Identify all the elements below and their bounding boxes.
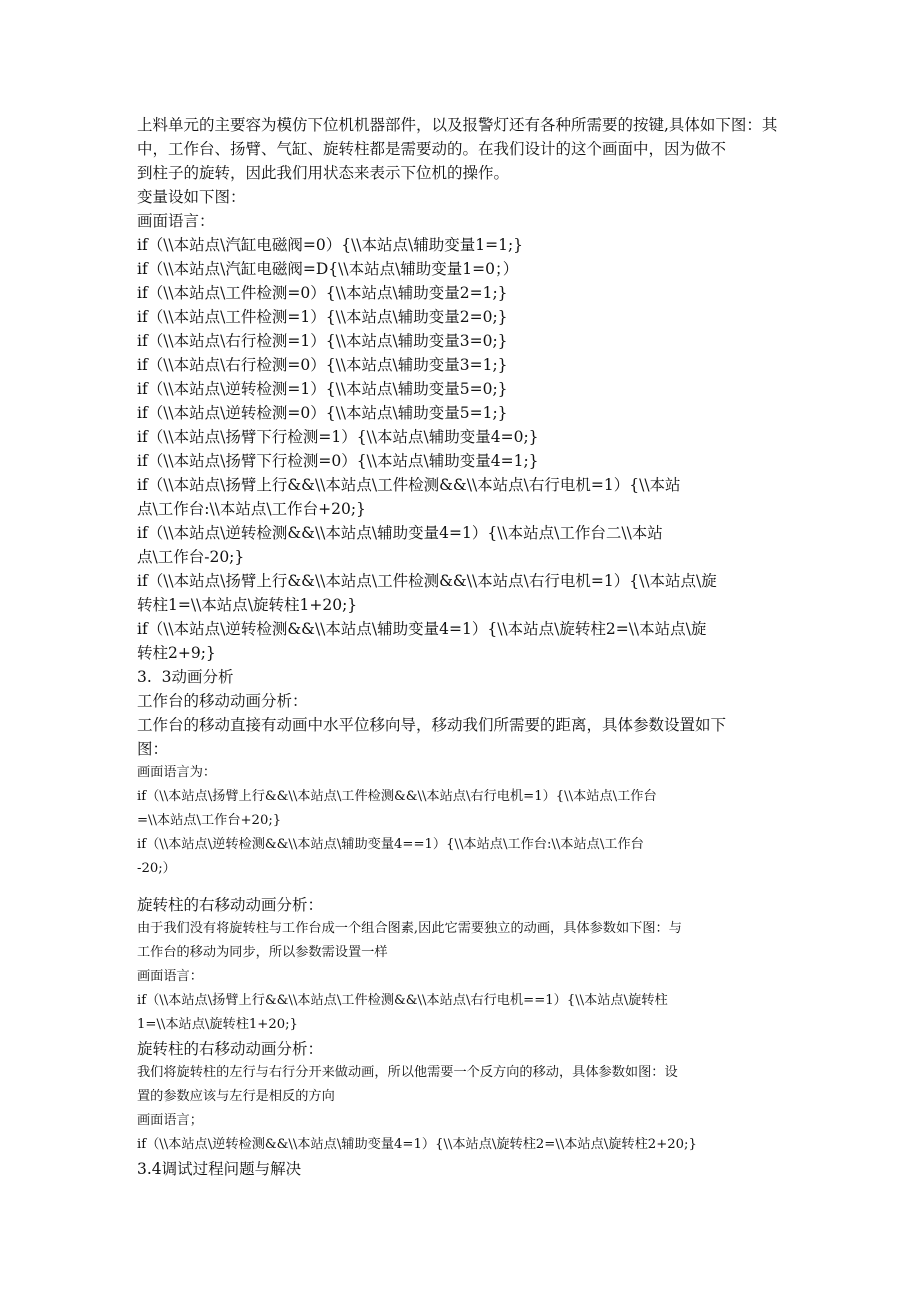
code-line: if（\\本站点\扬臂上行&&\\本站点\工件检测&&\\本站点\右行电机=1）{\\本站点\工作台 xyxy=(137,789,657,804)
code-line: if（\\本站点\逆转检测&&\\本站点\辅助变量4=1）{\\本站点\工作台二\\本站 xyxy=(137,524,663,542)
code-line: 转柱2+9;} xyxy=(137,644,216,662)
rotor-right-script-label: 画面语言： xyxy=(137,969,203,984)
rotor-right-desc-line: 工作台的移动为同步，所以参数需设置一样 xyxy=(137,945,388,960)
code-line: if（\\本站点\扬臂上行&&\\本站点\工件检测&&\\本站点\右行电机==1）{\\本站点\旋转柱 xyxy=(137,993,668,1008)
section-3-3-title: 3. 3动画分析 xyxy=(137,668,234,686)
table-move-script-label: 画面语言为： xyxy=(137,765,217,780)
code-line: if（\\本站点\逆转检测&&\\本站点\辅助变量4=1）{\\本站点\旋转柱2=\\本站点\旋转柱2+20;} xyxy=(137,1137,697,1152)
code-line: -20;） xyxy=(137,861,176,876)
intro-line: 上料单元的主要容为模仿下位机机器部件，以及报警灯还有各种所需要的按键,具体如下图：其 xyxy=(137,116,778,134)
code-line: 点\工作台:\\本站点\工作台+20;} xyxy=(137,500,366,518)
code-line: if（\\本站点\工件检测=1）{\\本站点\辅助变量2=0;} xyxy=(137,308,508,326)
rotor-right-heading: 旋转柱的右移动动画分析： xyxy=(137,896,324,914)
code-line: if（\\本站点\右行检测=1）{\\本站点\辅助变量3=0;} xyxy=(137,332,508,350)
intro-line: 到柱子的旋转，因此我们用状态来表示下位机的操作。 xyxy=(137,164,510,182)
code-line: 点\工作台-20;} xyxy=(137,548,245,566)
rotor-left-desc-line: 置的参数应该与左行是相反的方向 xyxy=(137,1089,335,1104)
code-line: 转柱1=\\本站点\旋转柱1+20;} xyxy=(137,596,358,614)
code-line: if（\\本站点\扬臂上行&&\\本站点\工件检测&&\\本站点\右行电机=1）{\\本站 xyxy=(137,476,681,494)
rotor-right-desc-line: 由于我们没有将旋转柱与工作台成一个组合图素,因此它需要独立的动画，具体参数如下图：与 xyxy=(137,921,682,936)
code-line: if（\\本站点\逆转检测=0）{\\本站点\辅助变量5=1;} xyxy=(137,404,508,422)
table-move-desc-line: 工作台的移动直接有动画中水平位移向导，移动我们所需要的距离，具体参数设置如下 xyxy=(137,716,727,734)
code-line: if（\\本站点\逆转检测&&\\本站点\辅助变量4=1）{\\本站点\旋转柱2=\\本站点\旋 xyxy=(137,620,707,638)
code-line: if（\\本站点\汽缸电磁阀=D{\\本站点\辅助变量1=0；） xyxy=(137,260,519,278)
code-line: if（\\本站点\扬臂上行&&\\本站点\工件检测&&\\本站点\右行电机=1）{\\本站点\旋 xyxy=(137,572,717,590)
rotor-left-heading: 旋转柱的右移动动画分析： xyxy=(137,1040,324,1058)
code-line: if（\\本站点\汽缸电磁阀=0）{\\本站点\辅助变量1=1;} xyxy=(137,236,524,254)
code-line: if（\\本站点\右行检测=0）{\\本站点\辅助变量3=1;} xyxy=(137,356,508,374)
table-move-heading: 工作台的移动动画分析： xyxy=(137,692,308,710)
code-line: if（\\本站点\扬臂下行检测=0）{\\本站点\辅助变量4=1;} xyxy=(137,452,539,470)
code-line: 1=\\本站点\旋转柱1+20;} xyxy=(137,1017,298,1032)
variables-heading: 变量设如下图： xyxy=(137,188,246,206)
section-3-4-title: 3.4调试过程问题与解决 xyxy=(137,1160,302,1178)
rotor-left-script-label: 画面语言； xyxy=(137,1113,203,1128)
intro-line: 中，工作台、扬臂、气缸、旋转柱都是需要动的。在我们设计的这个画面中，因为做不 xyxy=(137,140,727,158)
code-line: if（\\本站点\扬臂下行检测=1）{\\本站点\辅助变量4=0;} xyxy=(137,428,539,446)
script-heading: 画面语言： xyxy=(137,212,215,230)
table-move-desc-line: 图： xyxy=(137,740,169,758)
rotor-left-desc-line: 我们将旋转柱的左行与右行分开来做动画，所以他需要一个反方向的移动，具体参数如图：设 xyxy=(137,1065,678,1080)
code-line: if（\\本站点\逆转检测&&\\本站点\辅助变量4==1）{\\本站点\工作台:\\本站点\工作台 xyxy=(137,837,644,852)
code-line: =\\本站点\工作台+20;} xyxy=(137,813,282,828)
document-body xyxy=(137,113,787,1181)
spacer xyxy=(137,881,787,893)
code-line: if（\\本站点\逆转检测=1）{\\本站点\辅助变量5=0;} xyxy=(137,380,508,398)
code-line: if（\\本站点\工件检测=0）{\\本站点\辅助变量2=1;} xyxy=(137,284,508,302)
